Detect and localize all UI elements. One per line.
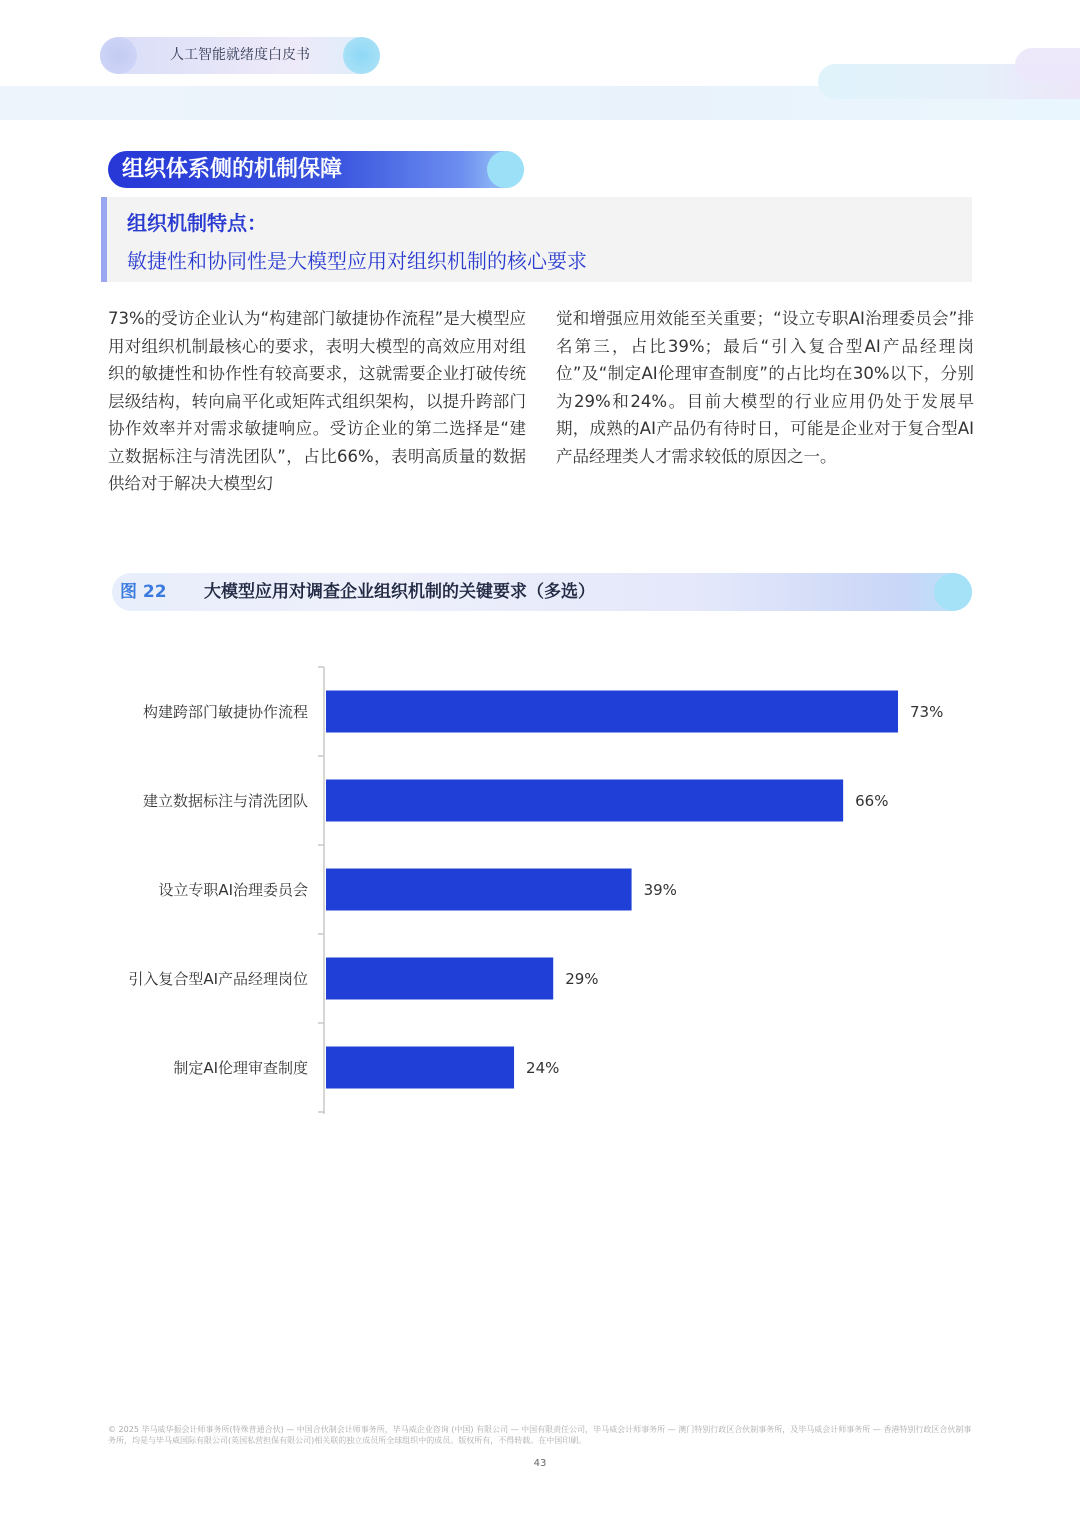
category-label: 构建跨部门敏捷协作流程 xyxy=(142,703,308,721)
category-label: 建立数据标注与清洗团队 xyxy=(142,792,308,810)
category-label: 引入复合型AI产品经理岗位 xyxy=(128,970,308,988)
callout-box xyxy=(101,197,972,282)
section-title-banner xyxy=(108,151,524,188)
figure-band-cap xyxy=(934,573,972,611)
value-label: 73% xyxy=(910,703,944,721)
value-label: 39% xyxy=(643,881,677,899)
decorative-pill-small xyxy=(1015,48,1080,82)
body-text-right: 觉和增强应用效能至关重要；“设立专职AI治理委员会”排名第三，占比39%；最后“引入复合型AI产品经理岗位”及“制定AI伦理审查制度”的占比均在30%以下，分别为29%和24%。目前大模型的行业应用仍处于发展早期，成熟的AI产品仍有待时日，可能是企业对于复合型AI产品经理类人才需求较低的原因之一。 xyxy=(556,309,974,466)
bar xyxy=(326,958,553,1000)
figure-caption-band xyxy=(112,573,972,611)
copyright-note: © 2025 毕马威华振会计师事务所(特殊普通合伙) — 中国合伙制会计师事务所，毕马威企业咨询 (中国) 有限公司 — 中国有限责任公司，毕马威会计师事务所 — 澳门特别行政区合伙制事务所，及毕马威会计师事务所 — 香港特别行政区合伙制事务所，均是与毕马威国际有限公司(英国私营担保有限公司)相关联的独立成员所全球组织中的成员。版权所有，不得转载。在中国印刷。 xyxy=(108,1425,972,1445)
body-text-left: 73%的受访企业认为“构建部门敏捷协作流程”是大模型应用对组织机制最核心的要求，表明大模型的高效应用对组织的敏捷性和协作性有较高要求，这就需要企业打破传统层级结构，转向扁平化或矩阵式组织架构，以提升跨部门协作效率并对需求敏捷响应。受访企业的第二选择是“建立数据标注与清洗团队”，占比66%，表明高质量的数据供给对于解决大模型幻 xyxy=(108,309,526,493)
bar xyxy=(326,869,632,911)
page-number: 43 xyxy=(533,1458,547,1469)
category-label: 制定AI伦理审查制度 xyxy=(173,1059,308,1077)
value-label: 24% xyxy=(526,1059,560,1077)
banner-cap xyxy=(487,151,524,188)
callout-heading: 组织机制特点： xyxy=(127,211,267,235)
bar xyxy=(326,691,898,733)
category-label: 设立专职AI治理委员会 xyxy=(158,881,308,899)
section-title: 组织体系侧的机制保障 xyxy=(122,157,343,182)
bar xyxy=(326,780,843,822)
header-pill xyxy=(100,37,380,74)
figure-number: 图 22 xyxy=(120,582,167,602)
value-label: 29% xyxy=(565,970,599,988)
figure-title: 大模型应用对调查企业组织机制的关键要求（多选） xyxy=(204,582,595,602)
callout-subheading: 敏捷性和协同性是大模型应用对组织机制的核心要求 xyxy=(127,249,587,273)
bar xyxy=(326,1047,514,1089)
document-title: 人工智能就绪度白皮书 xyxy=(170,47,310,63)
bar-chart xyxy=(0,655,1080,1125)
value-label: 66% xyxy=(855,792,889,810)
